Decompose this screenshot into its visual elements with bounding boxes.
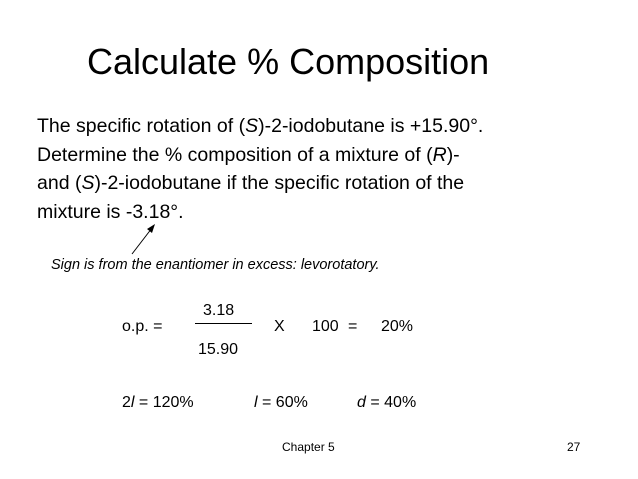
coefficient: 2 bbox=[122, 394, 131, 411]
stereo-descriptor-s: S bbox=[81, 172, 95, 194]
optical-purity-label: o.p. = bbox=[122, 318, 163, 335]
sign-note: Sign is from the enantiomer in excess: levorotatory. bbox=[51, 257, 380, 273]
levo-result bbox=[254, 393, 308, 413]
degree-symbol: °. bbox=[470, 115, 484, 137]
times-sign: X bbox=[274, 318, 285, 335]
fraction-numerator: 3.18 bbox=[203, 302, 235, 319]
problem-text: mixture is -3.18 bbox=[37, 200, 171, 223]
problem-text: )-2-iodobutane is +15.90 bbox=[258, 115, 471, 137]
problem-text: and ( bbox=[37, 172, 82, 194]
dextro-variable: d bbox=[357, 394, 366, 411]
levo-double-result bbox=[122, 393, 194, 413]
fraction-bar bbox=[195, 323, 252, 324]
footer-chapter: Chapter 5 bbox=[282, 440, 335, 454]
value: = 120% bbox=[134, 394, 194, 411]
levo-variable: l bbox=[130, 394, 135, 411]
equals-sign: = bbox=[348, 318, 358, 335]
dextro-result bbox=[357, 393, 416, 413]
problem-text: The specific rotation of ( bbox=[37, 115, 246, 137]
problem-text: )-2-iodobutane if the specific rotation of the bbox=[94, 172, 465, 194]
fraction-denominator: 15.90 bbox=[198, 341, 239, 358]
degree-symbol: °. bbox=[170, 200, 184, 223]
page-number: 27 bbox=[567, 440, 581, 454]
stereo-descriptor-r: R bbox=[432, 143, 447, 166]
stereo-descriptor-s: S bbox=[245, 115, 259, 137]
multiplier-value: 100 bbox=[312, 318, 339, 335]
value: = 40% bbox=[365, 394, 417, 411]
optical-purity-result: 20% bbox=[381, 318, 414, 335]
value: = 60% bbox=[257, 394, 308, 411]
arrow-shaft bbox=[132, 228, 152, 254]
arrow-head bbox=[147, 224, 155, 233]
levo-variable: l bbox=[254, 394, 258, 411]
problem-text: Determine the % composition of a mixture of ( bbox=[37, 143, 433, 166]
problem-text: )- bbox=[446, 143, 460, 166]
slide-title: Calculate % Composition bbox=[87, 41, 490, 82]
